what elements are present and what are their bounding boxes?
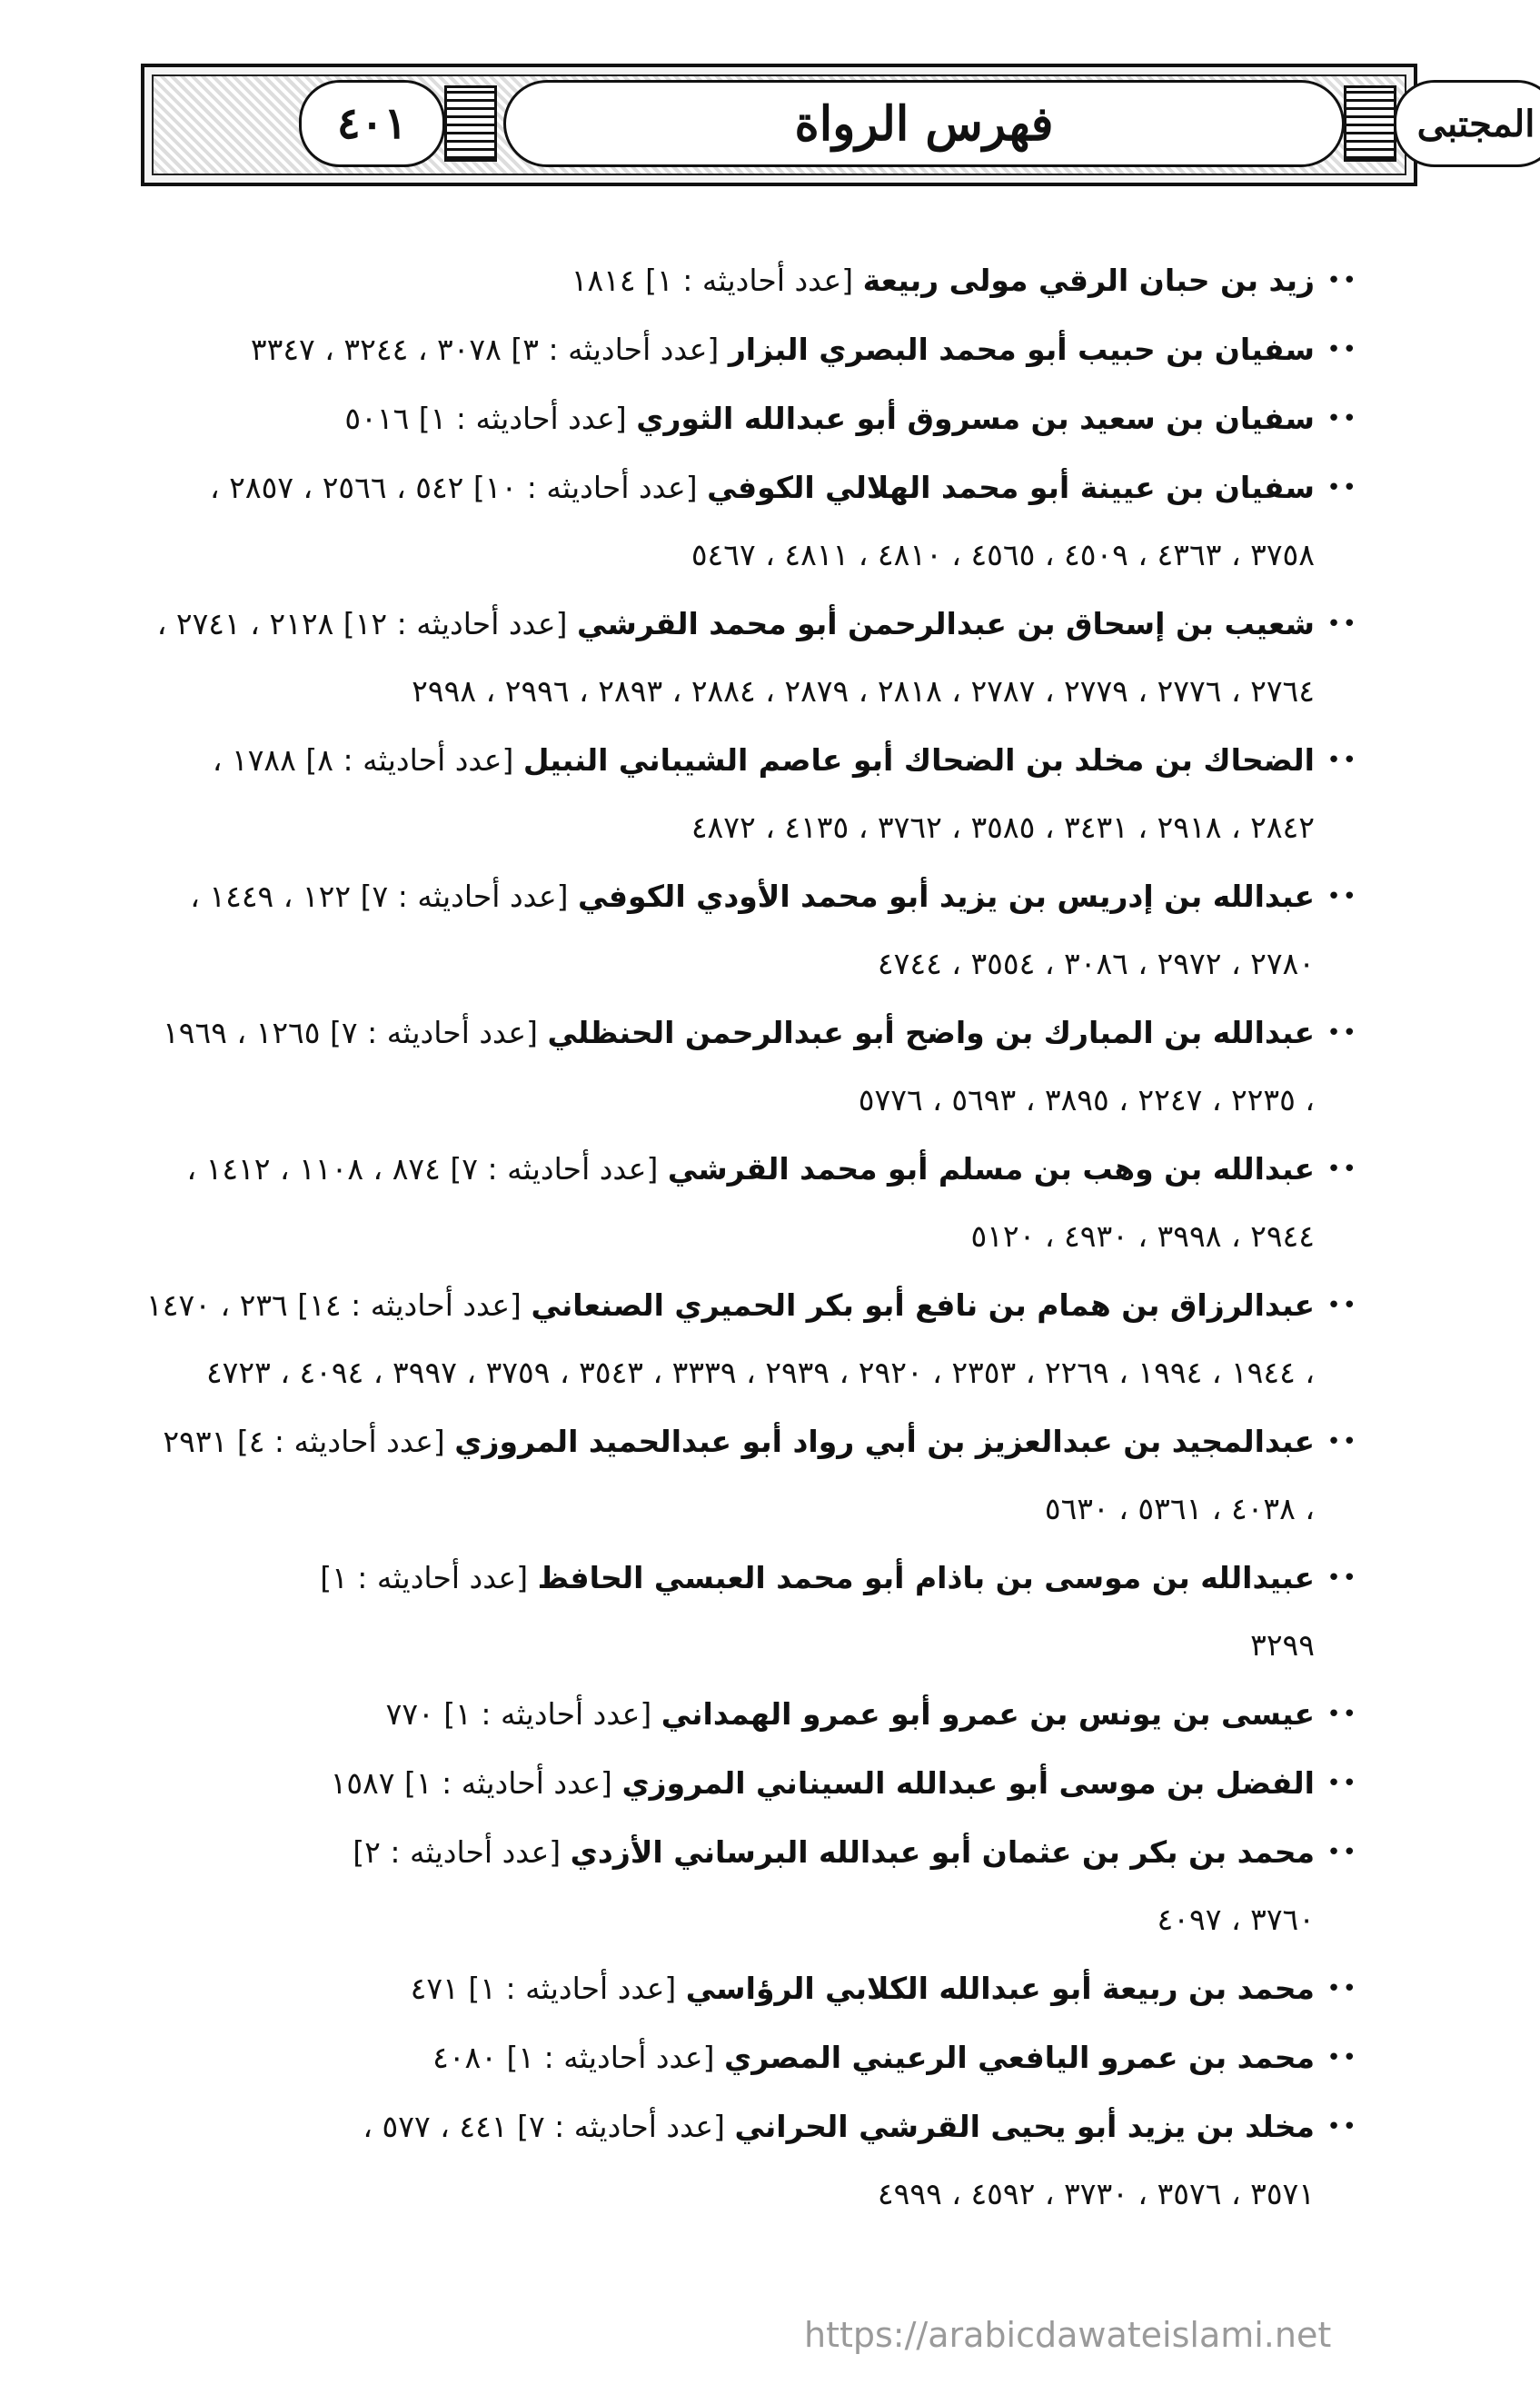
list-item [145,1136,1358,1270]
bullet: •• [1326,2044,1358,2071]
bullet: •• [1326,1156,1358,1183]
narrator-name: الضحاك بن مخلد بن الضحاك أبو عاصم الشيباني النبيل [522,742,1315,778]
list-item [145,591,1358,725]
bullet: •• [1326,1975,1358,2002]
hadith-count: [عدد أحاديثه : ٨] [305,742,514,778]
bullet: •• [1326,1428,1358,1455]
bullet: •• [1326,1019,1358,1047]
hadith-refs: ١٢٦٥ ، ١٩٦٩ ، ٢٢٣٥ ، ٢٢٤٧ ، ٣٨٩٥ ، ٥٦٩٣ ، ٥٧٧٦ [163,1015,1315,1118]
hadith-count: [عدد أحاديثه : ٧] [517,2109,725,2144]
list-item [315,2024,1358,2091]
hadith-refs: ٢٣٦ ، ١٤٧٠ ، ١٩٤٤ ، ١٩٩٤ ، ٢٢٦٩ ، ٢٣٥٣ ، ٢٩٢٠ ، ٢٩٣٩ ، ٣٣٣٩ ، ٣٥٤٣ ، ٣٧٥٩ ، ٣٩٩٧ ، ٤٠٩٤ ، ٤٧٢٣ [146,1287,1315,1390]
bullet: •• [1326,267,1358,294]
bullet: •• [1326,1701,1358,1728]
narrator-name: سفيان بن سعيد بن مسروق أبو عبدالله الثوري [636,401,1315,436]
hadith-refs: ٢١٢٨ ، ٢٧٤١ ، ٢٧٦٤ ، ٢٧٧٦ ، ٢٧٧٩ ، ٢٧٨٧ ، ٢٨١٨ ، ٢٨٧٩ ، ٢٨٨٤ ، ٢٨٩٣ ، ٢٩٩٦ ، ٢٩٩٨ [156,606,1315,709]
bullet: •• [1326,2113,1358,2141]
hadith-refs: ٨٧٤ ، ١١٠٨ ، ١٤١٢ ، ٢٩٤٤ ، ٣٩٩٨ ، ٤٩٣٠ ، ٥١٢٠ [186,1151,1315,1254]
hadith-refs: ١٨١٤ [571,263,636,298]
hadith-count: [عدد أحاديثه : ١٤] [297,1287,522,1323]
hadith-refs: ٣٠٧٨ ، ٣٢٤٤ ، ٣٣٤٧ [250,332,502,367]
narrator-name: زيد بن حبان الرقي مولى ربيعة [862,263,1315,298]
hadith-count: [عدد أحاديثه : ٧] [450,1151,659,1187]
hadith-count: [عدد أحاديثه : ١] [404,1765,612,1801]
hadith-count: [عدد أحاديثه : ١٠] [472,470,698,505]
list-item [145,247,1358,314]
hadith-refs: ١٥٨٧ [330,1765,395,1801]
narrator-name: محمد بن عمرو اليافعي الرعيني المصري [723,2040,1315,2075]
hadith-refs: ٧٧٠ [385,1696,434,1732]
hadith-count: [عدد أحاديثه : ١٢] [343,606,568,641]
narrator-name: مخلد بن يزيد أبو يحيى القرشي الحراني [734,2109,1315,2144]
bullet: •• [1326,1770,1358,1797]
hadith-refs: ١٧٨٨ ، ٢٨٤٢ ، ٢٩١٨ ، ٣٤٣١ ، ٣٥٨٥ ، ٣٧٦٢ ، ٤١٣٥ ، ٤٨٧٢ [212,742,1315,845]
bullet: •• [1326,1292,1358,1319]
hadith-count: [عدد أحاديثه : ٤] [236,1424,445,1459]
hadith-refs: ٣٧٦٠ ، ٤٠٩٧ [1157,1902,1315,1937]
hadith-refs: ٣٢٩٩ [1250,1627,1315,1663]
list-item [315,2093,1358,2228]
hadith-count: [عدد أحاديثه : ٣] [511,332,720,367]
narrator-name: عيسى بن يونس بن عمرو أبو عمرو الهمداني [661,1696,1315,1732]
narrator-name: محمد بن بكر بن عثمان أبو عبدالله البرساني الأزدي [570,1834,1315,1870]
narrator-name: محمد بن ربيعة أبو عبدالله الكلابي الرؤاسي [685,1971,1315,2006]
bullet: •• [1326,474,1358,502]
list-item [145,727,1358,861]
list-item [315,1681,1358,1748]
narrator-name: عبيدالله بن موسى بن باذام أبو محمد العبسي الحافظ [537,1560,1315,1595]
hadith-count: [عدد أحاديثه : ٢] [353,1834,561,1870]
book-title: المجتبى [1394,80,1540,167]
bullet: •• [1326,747,1358,774]
hadith-refs: ٥٤٢ ، ٢٥٦٦ ، ٢٨٥٧ ، ٣٧٥٨ ، ٤٣٦٣ ، ٤٥٠٩ ، ٤٥٦٥ ، ٤٨١٠ ، ٤٨١١ ، ٥٤٦٧ [210,470,1315,572]
bullet: •• [1326,405,1358,432]
list-item [315,1955,1358,2022]
narrator-name: سفيان بن عيينة أبو محمد الهلالي الكوفي [707,470,1315,505]
bullet: •• [1326,336,1358,363]
hadith-refs: ٤٤١ ، ٥٧٧ ، ٣٥٧١ ، ٣٥٧٦ ، ٣٧٣٠ ، ٤٥٩٢ ، ٤٩٩٩ [363,2109,1315,2211]
bullet: •• [1326,883,1358,910]
list-item [145,454,1358,589]
list-item [315,1819,1358,1953]
bullet: •• [1326,1839,1358,1866]
hadith-count: [عدد أحاديثه : ٧] [330,1015,538,1050]
list-item [315,1750,1358,1817]
narrator-name: عبدالله بن إدريس بن يزيد أبو محمد الأودي الكوفي [578,879,1315,914]
narrator-name: الفضل بن موسى أبو عبدالله السيناني المروزي [621,1765,1315,1801]
hadith-count: [عدد أحاديثه : ١] [506,2040,715,2075]
bullet: •• [1326,611,1358,638]
hadith-count: [عدد أحاديثه : ١] [418,401,627,436]
hadith-refs: ٢٩٣١ ، ٤٠٣٨ ، ٥٣٦١ ، ٥٦٣٠ [163,1424,1315,1526]
page-header [141,64,1535,186]
hadith-refs: ٤٠٨٠ [432,2040,498,2075]
list-item [145,385,1358,452]
hadith-refs: ٥٠١٦ [344,401,410,436]
header-ornament-right [1344,85,1396,162]
hadith-count: [عدد أحاديثه : ١] [645,263,854,298]
section-title: فهرس الرواة [503,80,1345,167]
narrator-name: سفيان بن حبيب أبو محمد البصري البزار [728,332,1315,367]
list-item [145,999,1358,1134]
list-item [145,316,1358,383]
narrator-name: شعيب بن إسحاق بن عبدالرحمن أبو محمد القرشي [576,606,1315,641]
hadith-refs: ١٢٢ ، ١٤٤٩ ، ٢٧٨٠ ، ٢٩٧٢ ، ٣٠٨٦ ، ٣٥٥٤ ، ٤٧٤٤ [190,879,1315,981]
list-item [145,863,1358,998]
hadith-count: [عدد أحاديثه : ٧] [360,879,569,914]
hadith-refs: ٤٧١ [410,1971,459,2006]
narrator-name: عبدالله بن وهب بن مسلم أبو محمد القرشي [667,1151,1315,1187]
bullet: •• [1326,1564,1358,1592]
hadith-count: [عدد أحاديثه : ١] [443,1696,652,1732]
hadith-count: [عدد أحاديثه : ١] [468,1971,677,2006]
narrator-name: عبدالله بن المبارك بن واضح أبو عبدالرحمن الحنظلي [547,1015,1315,1050]
narrator-name: عبدالرزاق بن همام بن نافع أبو بكر الحميري الصنعاني [531,1287,1315,1323]
list-item [145,1272,1358,1406]
list-item [315,1545,1358,1679]
page-number: ٤٠١ [299,80,445,167]
narrator-index-list [145,247,1358,2230]
header-ornament-left [444,85,497,162]
hadith-count: [عدد أحاديثه : ١] [320,1560,529,1595]
watermark-url: https://arabicdawateislami.net [804,2315,1332,2355]
narrator-name: عبدالمجيد بن عبدالعزيز بن أبي رواد أبو عبدالحميد المروزي [454,1424,1315,1459]
list-item [145,1408,1358,1543]
